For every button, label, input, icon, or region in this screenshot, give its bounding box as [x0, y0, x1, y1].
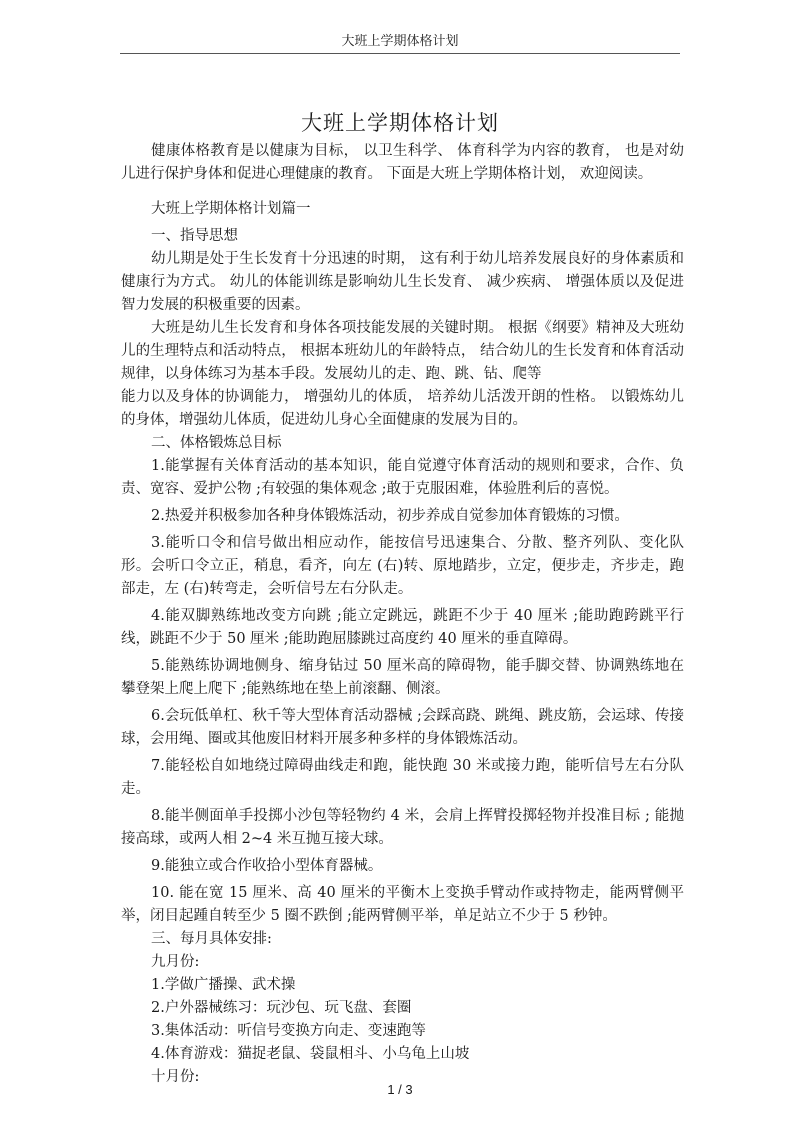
goal-item: 5.能熟练协调地侧身、缩身钻过 50 厘米高的障碍物，能手脚交替、协调熟练地在攀登架上爬上爬下 ;能熟练地在垫上前滚翻、侧滚。	[121, 658, 684, 697]
document-title: 大班上学期体格计划	[301, 111, 499, 135]
paragraph-3: 能力以及身体的协调能力， 增强幼儿的体质， 培养幼儿活泼开朗的性格。 以锻炼幼儿的身体，增强幼儿体质，促进幼儿身心全面健康的发展为目的。	[121, 389, 684, 428]
paragraph-1: 幼儿期是处于生长发育十分迅速的时期， 这有利于幼儿培养发展良好的身体素质和健康行为方式。 幼儿的体能训练是影响幼儿生长发育、 减少疾病、 增强体质以及促进智力发展的积极重要的因素。	[121, 251, 684, 313]
header-divider	[120, 53, 680, 54]
paragraph-2: 大班是幼儿生长发育和身体各项技能发展的关键时期。 根据《纲要》精神及大班幼儿的生理特点和活动特点， 根据本班幼儿的年龄特点， 结合幼儿的生长发育和体育活动规律，以身体练习为基本手段。发展幼儿的走、跑、跳、钻、爬等	[121, 320, 684, 382]
intro-paragraph: 健康体格教育是以健康为目标， 以卫生科学、 体育科学为内容的教育， 也是对幼儿进行保护身体和促进心理健康的教育。 下面是大班上学期体格计划， 欢迎阅读。	[121, 143, 684, 182]
month-heading-september: 九月份:	[151, 954, 200, 970]
schedule-item: 3.集体活动：听信号变换方向走、变速跑等	[151, 1023, 426, 1039]
document-body	[121, 140, 684, 1089]
section2-heading: 二、体格锻炼总目标	[151, 435, 282, 451]
schedule-item: 4.体育游戏：猫捉老鼠、袋鼠相斗、小乌龟上山坡	[151, 1046, 470, 1062]
page-number: 1 / 3	[387, 1082, 413, 1097]
schedule-item: 2.户外器械练习：玩沙包、玩飞盘、套圈	[151, 1000, 412, 1016]
section1-heading: 一、指导思想	[151, 228, 238, 244]
goal-item: 1.能掌握有关体育活动的基本知识，能自觉遵守体育活动的规则和要求，合作、负责、宽容、爱护公物 ;有较强的集体观念 ;敢于克服困难，体验胜利后的喜悦。	[121, 458, 684, 497]
goal-item: 7.能轻松自如地绕过障碍曲线走和跑，能快跑 30 米或接力跑，能听信号左右分队走。	[121, 758, 684, 797]
schedule-item: 1.学做广播操、武术操	[151, 977, 296, 993]
goal-item: 4.能双脚熟练地改变方向跳 ;能立定跳远，跳距不少于 40 厘米 ;能助跑跨跳平行线，跳距不少于 50 厘米 ;能助跑屈膝跳过高度约 40 厘米的垂直障碍。	[121, 608, 684, 647]
month-heading-october: 十月份:	[151, 1069, 200, 1085]
running-header: 大班上学期体格计划	[341, 34, 459, 49]
goal-item: 2.热爱并积极参加各种身体锻炼活动，初步养成自觉参加体育锻炼的习惯。	[151, 508, 629, 524]
goal-item: 9.能独立或合作收拾小型体育器械。	[151, 858, 383, 874]
goal-item: 3.能听口令和信号做出相应动作，能按信号迅速集合、分散、整齐列队、变化队形。会听口令立正，稍息，看齐，向左 (右)转、原地踏步，立定，便步走，齐步走，跑部走，左 (右)转弯走，会听信号左右分队走。	[121, 535, 684, 597]
goal-item: 10. 能在宽 15 厘米、高 40 厘米的平衡木上变换手臂动作或持物走，能两臂侧平举，闭目起踵自转至少 5 圈不跌倒 ;能两臂侧平举，单足站立不少于 5 秒钟。	[121, 885, 684, 924]
section-subtitle: 大班上学期体格计划篇一	[151, 201, 311, 217]
section3-heading: 三、每月具体安排:	[151, 931, 272, 947]
goal-item: 8.能半侧面单手投掷小沙包等轻物约 4 米，会肩上挥臂投掷轻物并投准目标 ; 能抛接高球，或两人相 2~4 米互抛互接大球。	[121, 808, 684, 847]
goal-item: 6.会玩低单杠、秋千等大型体育活动器械 ;会踩高跷、跳绳、跳皮筋，会运球、传接球，会用绳、圈或其他废旧材料开展多种多样的身体锻炼活动。	[121, 708, 684, 747]
